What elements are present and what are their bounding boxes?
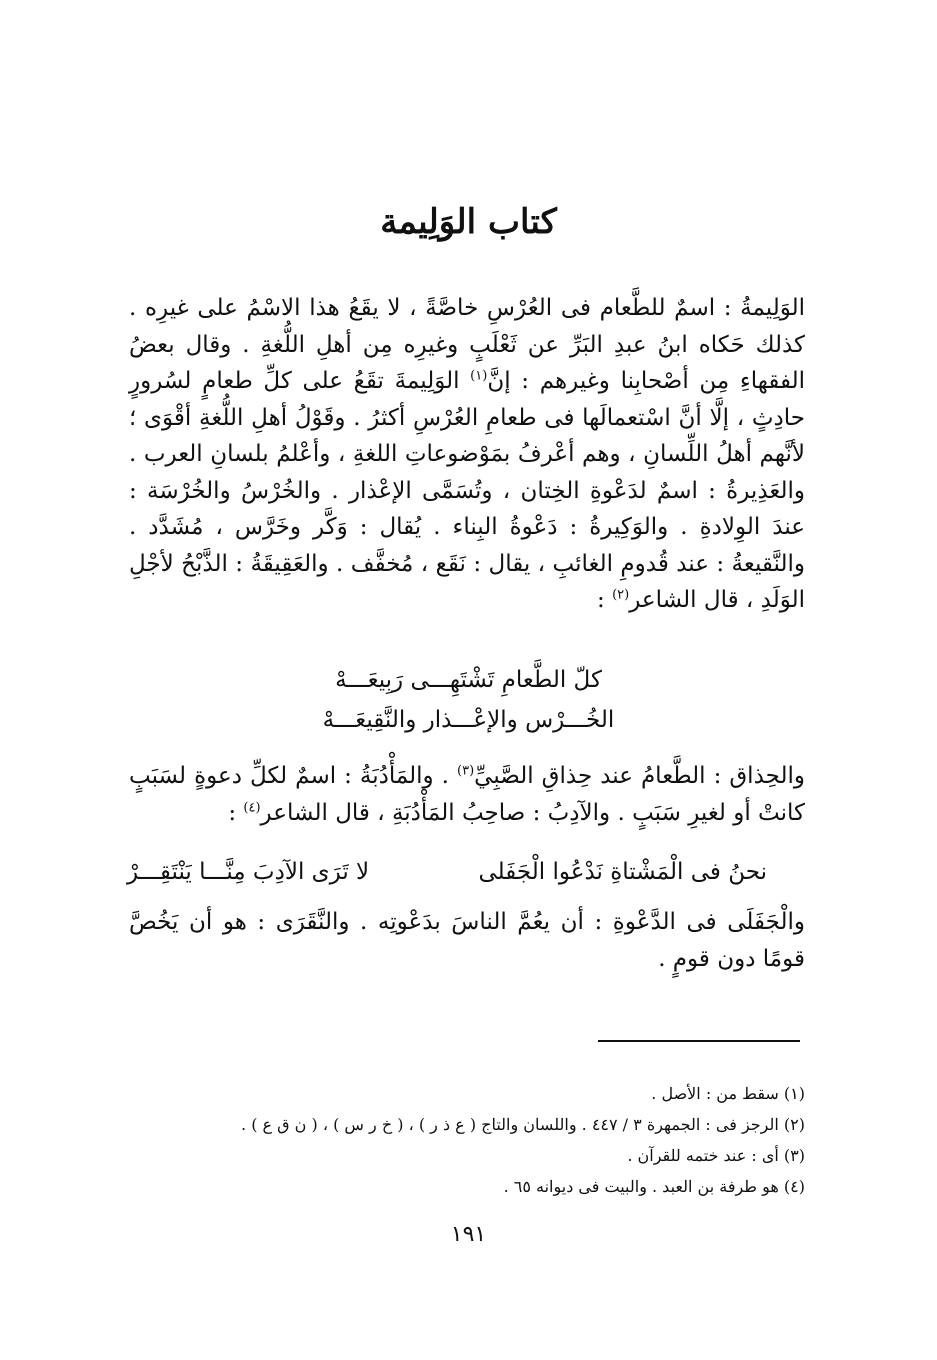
body-paragraph-2 bbox=[129, 758, 805, 831]
verse-first-hemistich: نحنُ فى الْمَشْتاةِ نَدْعُوا الْجَفَلى bbox=[478, 859, 767, 885]
verse-rajaz bbox=[0, 660, 937, 740]
footnote-ref-3[interactable]: (٣) bbox=[457, 763, 475, 779]
paragraph-text: . والمَأْدُبَةُ : اسمٌ لكلِّ دعوةٍ لسَبَبٍ كانتْ أو لغيرِ سَبَبٍ . والآدِبُ : صاحِبُ المَأْدُبَةِ ، قال الشاعر bbox=[129, 763, 805, 826]
paragraph-text: الوَلِيمةَ تقَعُ على كلِّ طعامٍ لسُرورٍ حادِثٍ ، إلَّا أنَّ اسْتعمالَها فى طعامِ العُرْسِ أكثرُ . وقَوْلُ أهلِ اللُّغةِ أقْوَى ؛ لأنَّهم أهلُ اللِّسانِ ، وهم أعْرفُ بمَوْضوعاتِ اللغةِ ، وأعْلمُ بلسانِ العرب . والعَذِيرةُ : اسمٌ لدَعْوةِ الخِتان ، وتُسَمَّى الإعْذار . والخُرْسُ والخُرْسَة : عندَ الوِلادةِ . والوَكِيرةُ : دَعْوةُ البِناء . يُقال : وَكَّر وخَرَّس ، مُشَدَّد . والنَّقيعةُ : عند قُدومِ الغائبِ ، يقال : نَقَع ، مُخفَّف . والعَقِيقَةُ : الذَّبْحُ لأجْلِ الوَلَدِ ، قال الشاعر bbox=[129, 368, 805, 613]
footnotes bbox=[129, 1078, 805, 1202]
paragraph-text: الوَلِيمةُ : اسمٌ للطَّعام فى العُرْسِ خاصَّةً ، لا يقَعُ هذا الاسْمُ على غيرِه . كذلك حَكاه ابنُ عبدِ البَرِّ عن ثَعْلَبٍ وغيرِه مِن أهلِ اللُّغةِ . وقال بعضُ الفقهاءِ مِن أصْحابِنا وغيرهم : إنَّ bbox=[129, 295, 805, 394]
footnote-4: (٤) هو طرفة بن العبد . والبيت فى ديوانه ٦٥ . bbox=[503, 1177, 805, 1196]
paragraph-text: : bbox=[228, 799, 244, 826]
chapter-title: كتاب الوَلِيمة bbox=[380, 202, 557, 242]
verse-line-1: كلّ الطَّعامِ تَشْتَهِـــى رَبِيعَـــهْ bbox=[335, 667, 602, 693]
verse-line-2: الخُـــرْس والإعْـــذار والنَّقِيعَـــهْ bbox=[322, 707, 615, 733]
footnote-ref-1[interactable]: (١) bbox=[470, 368, 488, 384]
verse-second-hemistich: لا تَرَى الآدِبَ مِنَّـــا يَنْتَقِـــرْ bbox=[127, 859, 370, 885]
footnote-ref-4[interactable]: (٤) bbox=[243, 799, 261, 815]
paragraph-text: : bbox=[597, 587, 613, 613]
footnote-2: (٢) الرجز فى : الجمهرة ٣ / ٤٤٧ . واللسان والتاج ( ع ذ ر ) ، ( خ ر س ) ، ( ن ق ع ) . bbox=[241, 1115, 805, 1134]
footnote-ref-2[interactable]: (٢) bbox=[612, 587, 630, 603]
footnote-3: (٣) أى : عند ختمه للقرآن . bbox=[627, 1146, 805, 1165]
body-paragraph-1 bbox=[129, 290, 805, 619]
verse-couplet bbox=[127, 850, 767, 894]
footnote-separator bbox=[598, 1040, 800, 1042]
paragraph-text: والحِذاق : الطَّعامُ عند حِذاقِ الصَّبِيِّ bbox=[474, 763, 805, 789]
footnote-1: (١) سقط من : الأصل . bbox=[651, 1084, 805, 1103]
page-number: ١٩١ bbox=[450, 1222, 487, 1247]
body-paragraph-3: والْجَفَلَى فى الدَّعْوةِ : أن يعُمَّ الناسَ بدَعْوتِه . والنَّقَرَى : هو أن يَخُصَّ قومًا دون قومٍ . bbox=[129, 909, 805, 972]
